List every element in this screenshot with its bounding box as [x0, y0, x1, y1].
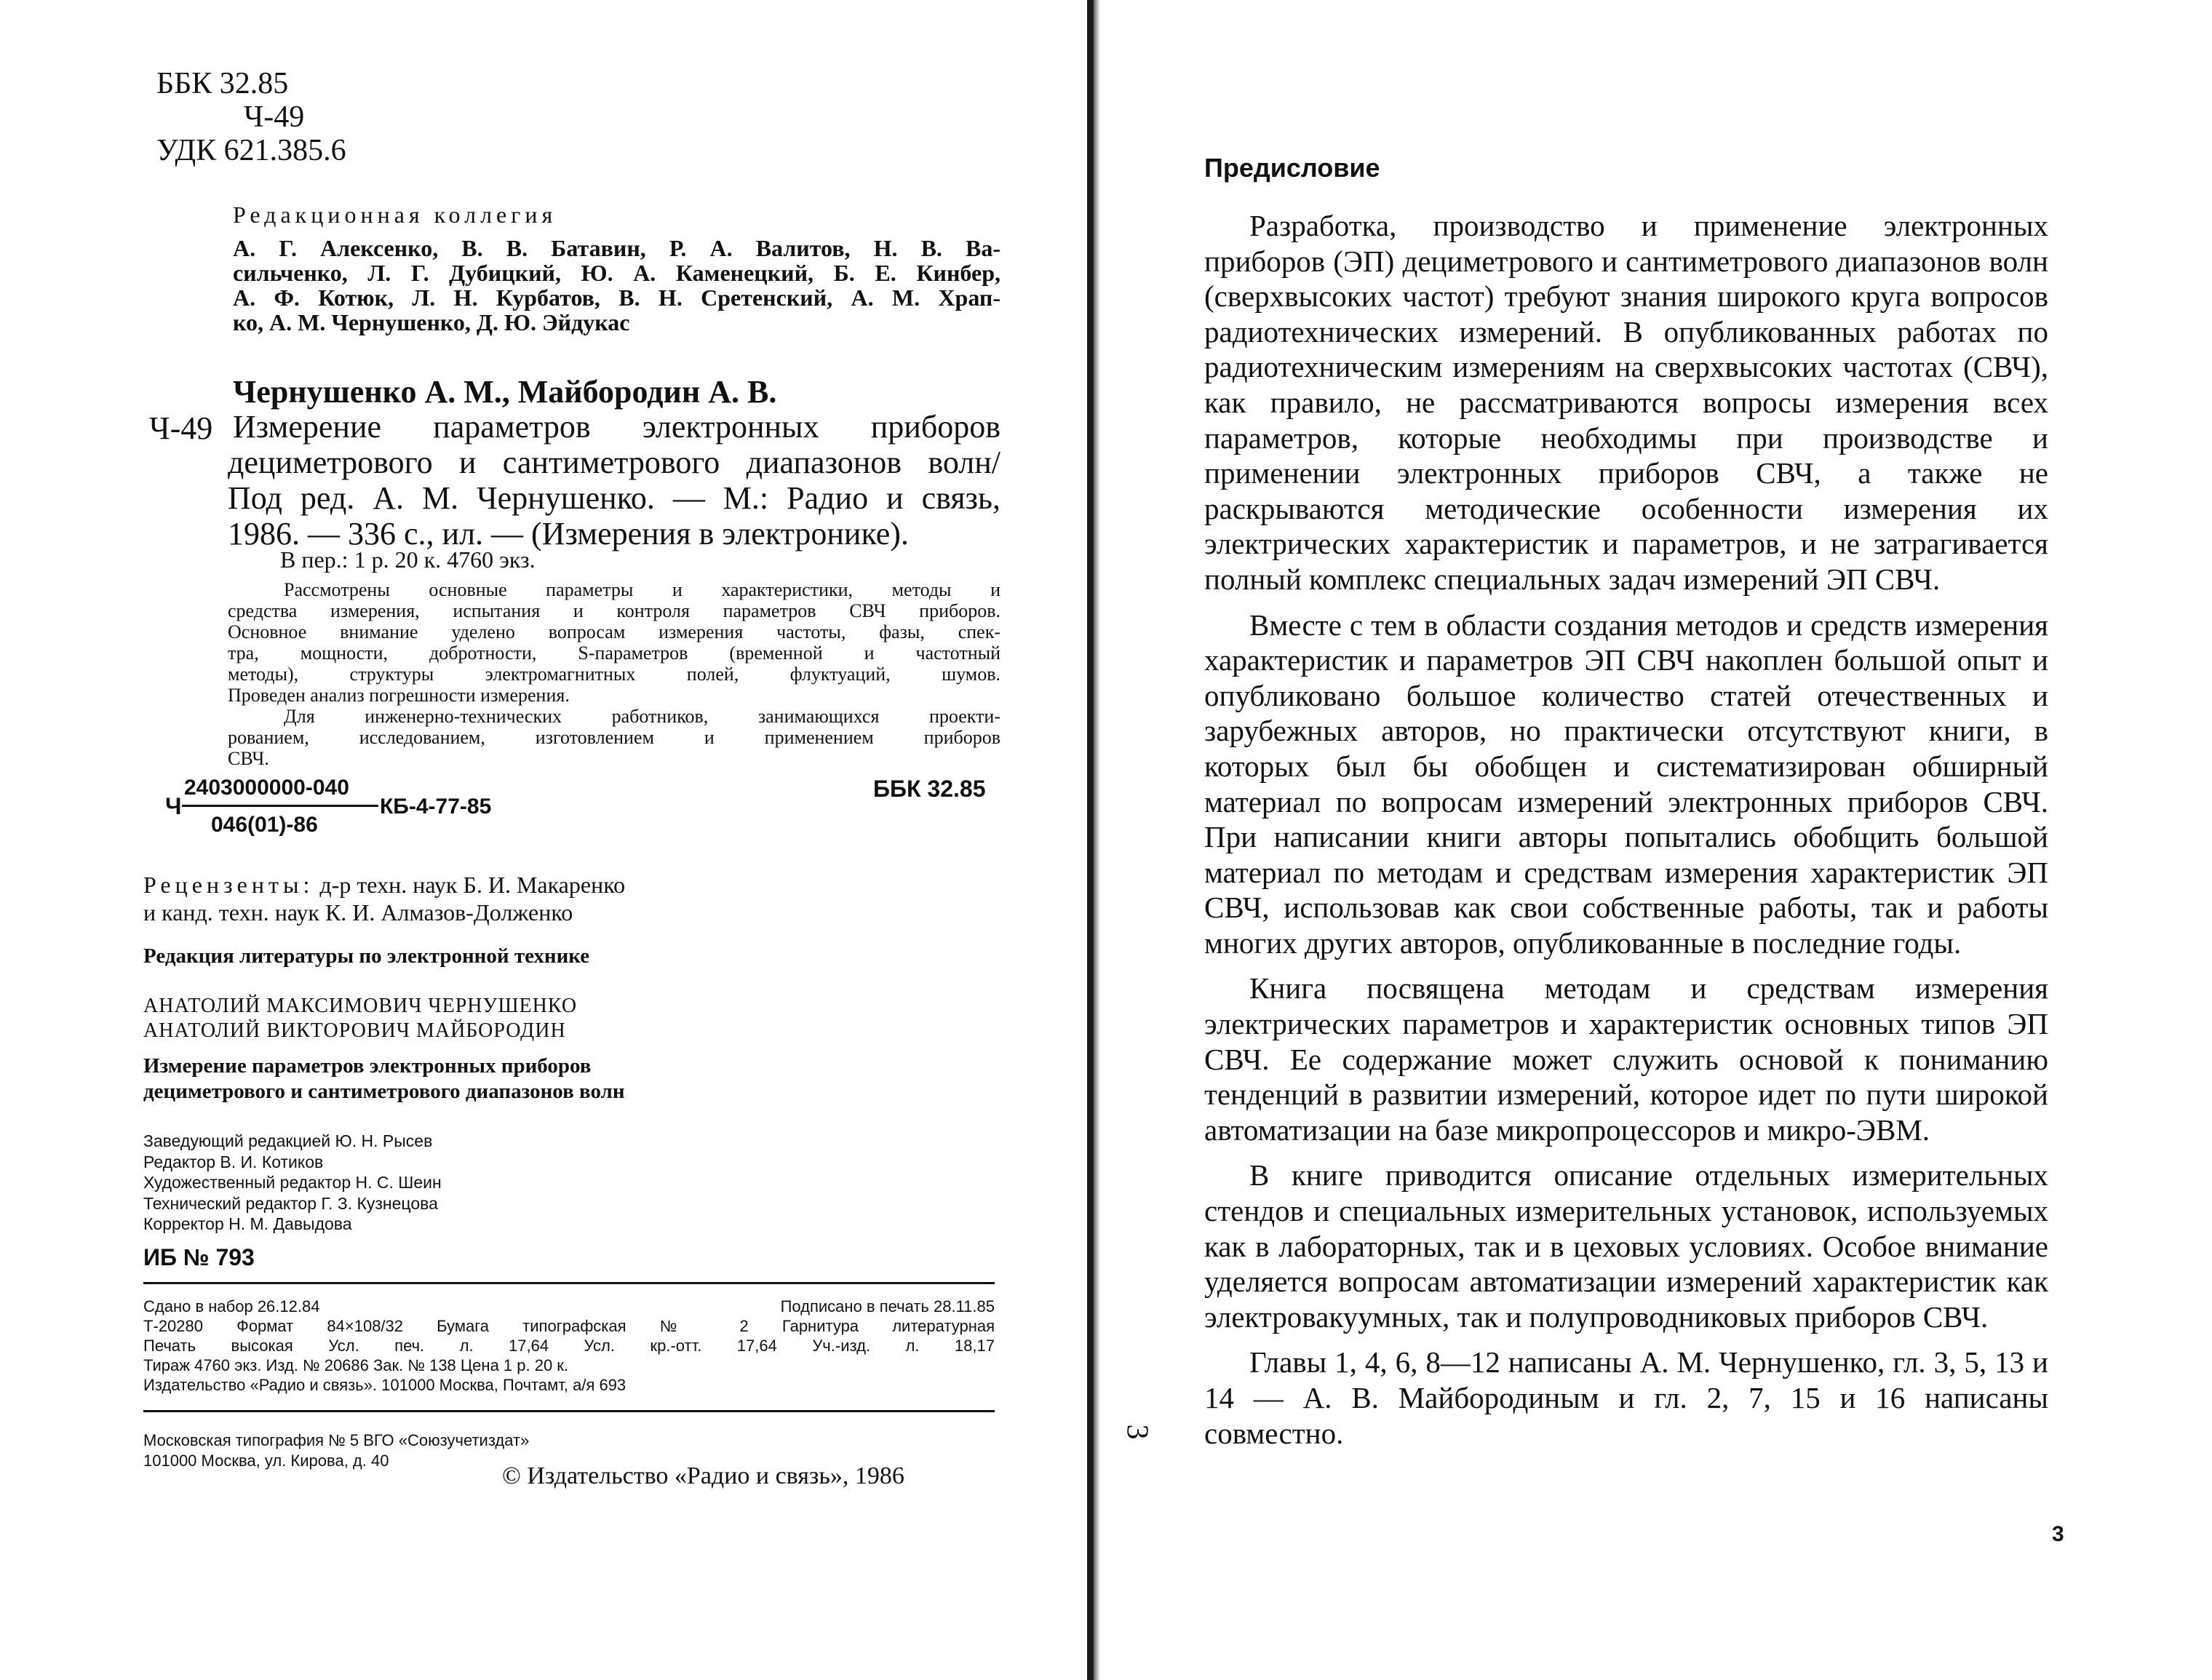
index-denominator: 046(01)-86 — [211, 813, 318, 837]
print-details — [143, 1297, 995, 1395]
print-row: Издательство «Радио и связь». 101000 Москва, Почтамт, а/я 693 — [143, 1376, 626, 1394]
preface-paragraph: Вместе с тем в области создания методов и средств измерения характеристик и параметров ЭП СВЧ накоплен большой опыт и опубликовано большое количество статей отечественных и зарубежных авторов, но практически отсутствуют книги, в которых был бы обобщен и систематизирован обширный материал по вопросам измерений электронных приборов СВЧ. При написании книги авторы попытались обобщить большой материал по методам и средствам измерения характеристик ЭП СВЧ, использовав как свои собственные работы, так и работы многих других авторов, опубликованные в последние годы. — [1204, 608, 2048, 960]
audience-line: рованием, исследованием, изготовлением и применением приборов — [228, 727, 1000, 748]
abstract-line: средства измерения, испытания и контроля параметров СВЧ приборов. — [228, 600, 1000, 621]
margin-page-mark: 3 — [1120, 1424, 1154, 1440]
board-line: А. Ф. Котюк, Л. Н. Курбатов, В. Н. Сретенский, А. М. Храп- — [233, 284, 1000, 311]
index-prefix: Ч — [165, 793, 182, 819]
printer-line: Московская типография № 5 ВГО «Союзучетиздат» — [143, 1431, 530, 1449]
reviewers-label: Рецензенты: — [143, 872, 314, 898]
title-line: Измерение параметров электронных приборов — [233, 409, 1000, 445]
copyright: © Издательство «Радио и связь», 1986 — [502, 1462, 904, 1489]
abstract — [228, 579, 1000, 769]
preface-body — [1204, 208, 2048, 1461]
book-authors: Чернушенко А. М., Майбородин А. В. — [233, 374, 777, 410]
reviewers-line-2: и канд. техн. наук К. И. Алмазов-Долженко — [143, 899, 573, 925]
print-row: Сдано в набор 26.12.84 — [143, 1297, 320, 1315]
divider-bottom — [143, 1410, 995, 1412]
author-mark: Ч-49 — [244, 100, 305, 134]
board-line: ко, А. М. Чернушенко, Д. Ю. Эйдукас — [233, 309, 630, 335]
book-mark: Ч-49 — [149, 410, 213, 446]
board-members — [233, 236, 1000, 335]
abstract-line: Основное внимание уделено вопросам измерения частоты, фазы, спек- — [228, 621, 1000, 642]
book-title-cont — [228, 445, 1000, 552]
book-title — [233, 409, 1000, 445]
staff-line: Технический редактор Г. З. Кузнецова — [143, 1193, 438, 1213]
fraction-bar — [182, 805, 378, 807]
printer-line: 101000 Москва, ул. Кирова, д. 40 — [143, 1452, 389, 1470]
print-row: Т-20280 Формат 84×108/32 Бумага типографская № 2 Гарнитура литературная — [143, 1317, 995, 1335]
preface-heading: Предисловие — [1204, 153, 1380, 183]
staff-line: Редактор В. И. Котиков — [143, 1152, 324, 1171]
reviewers-line: д-р техн. наук Б. И. Макаренко — [319, 872, 626, 898]
index-numerator: 2403000000-040 — [184, 776, 349, 800]
right-page-preface — [1106, 0, 2212, 1680]
printer — [143, 1430, 529, 1471]
staff-line: Художественный редактор Н. С. Шеин — [143, 1173, 442, 1193]
abstract-line: методы), структуры электромагнитных полей, флуктуаций, шумов. — [228, 664, 1000, 685]
board-heading: Редакционная коллегия — [233, 202, 557, 228]
udk-code: УДК 621.385.6 — [156, 134, 346, 167]
price-line: В пер.: 1 р. 20 к. 4760 экз. — [280, 546, 536, 573]
print-row: Тираж 4760 экз. Изд. № 20686 Зак. № 138 Цена 1 р. 20 к. — [143, 1356, 569, 1374]
index-code: КБ-4-77-85 — [380, 795, 492, 819]
title-repeat-line: дециметрового и сантиметрового диапазонов волн — [143, 1080, 625, 1103]
title-repeat — [143, 1054, 625, 1104]
reviewers — [143, 872, 625, 899]
divider-top — [143, 1282, 995, 1284]
audience-line: Для инженерно-технических работников, занимающихся проекти- — [284, 706, 1000, 727]
author-full-name: АНАТОЛИЙ ВИКТОРОВИЧ МАЙБОРОДИН — [143, 1019, 566, 1042]
bbk-right: ББК 32.85 — [873, 776, 986, 802]
staff-line: Заведующий редакцией Ю. Н. Рысев — [143, 1131, 433, 1150]
preface-paragraph: Разработка, производство и применение электронных приборов (ЭП) дециметрового и сантиметрового диапазонов волн (сверхвысоких частот) требуют знания широкого круга вопросов радиотехнических измерений. В опубликованных работах по радиотехническим измерениям на сверхвысоких частотах (СВЧ), как правило, не рассматриваются вопросы измерения всех параметров, которые необходимы при производстве и применении электронных приборов СВЧ, а также не раскрываются методические особенности измерения их электрических характеристик и параметров, и не затрагивается полный комплекс специальных задач измерений ЭП СВЧ. — [1204, 209, 2048, 596]
staff-line: Корректор Н. М. Давыдова — [143, 1214, 352, 1234]
title-repeat-line: Измерение параметров электронных приборов — [143, 1054, 592, 1078]
audience-line: СВЧ. — [228, 748, 269, 769]
title-line: 1986. — 336 с., ил. — (Измерения в электронике). — [228, 516, 909, 552]
editorial-office: Редакция литературы по электронной технике — [143, 944, 590, 968]
title-line: дециметрового и сантиметрового диапазонов волн/ — [228, 445, 1000, 480]
preface-paragraph: Главы 1, 4, 6, 8—12 написаны А. М. Чернушенко, гл. 3, 5, 13 и 14 — А. В. Майбородиным и гл. 2, 7, 15 и 16 написаны совместно. — [1204, 1345, 2048, 1450]
staff-list — [143, 1131, 442, 1235]
preface-paragraph: Книга посвящена методам и средствам измерения электрических параметров и характеристик основных типов ЭП СВЧ. Ее содержание может служить основой к пониманию тенденций в развитии измерений, которое идет по пути широкой автоматизации на базе микропроцессоров и микро-ЭВМ. — [1204, 971, 2048, 1147]
abstract-line: тра, мощности, добротности, S-параметров (временной и частотный — [228, 642, 1000, 664]
print-row: Подписано в печать 28.11.85 — [780, 1297, 995, 1315]
print-row: Печать высокая Усл. печ. л. 17,64 Усл. кр.-отт. 17,64 Уч.-изд. л. 18,17 — [143, 1337, 995, 1355]
bbk-code: ББК 32.85 — [156, 67, 289, 100]
page-number: 3 — [2052, 1522, 2064, 1546]
title-line: Под ред. А. М. Чернушенко. — М.: Радио и связь, — [228, 480, 1000, 516]
preface-paragraph: В книге приводится описание отдельных измерительных стендов и специальных измерительных установок, используемых как в лабораторных, так и в цеховых условиях. Особое внимание уделяется вопросам автоматизации измерений характеристик как электровакуумных, так и полупроводниковых приборов СВЧ. — [1204, 1158, 2048, 1334]
authors-full — [143, 994, 577, 1043]
board-line: А. Г. Алексенко, В. В. Батавин, Р. А. Валитов, Н. В. Ва- — [233, 235, 1000, 261]
board-line: сильченко, Л. Г. Дубицкий, Ю. А. Каменецкий, Б. Е. Кинбер, — [233, 260, 1000, 286]
ib-number: ИБ № 793 — [143, 1244, 255, 1270]
abstract-line: Рассмотрены основные параметры и характеристики, методы и — [284, 579, 1000, 600]
abstract-line: Проведен анализ погрешности измерения. — [228, 685, 570, 706]
author-full-name: АНАТОЛИЙ МАКСИМОВИЧ ЧЕРНУШЕНКО — [143, 995, 578, 1017]
left-page-imprint — [0, 0, 1091, 1680]
